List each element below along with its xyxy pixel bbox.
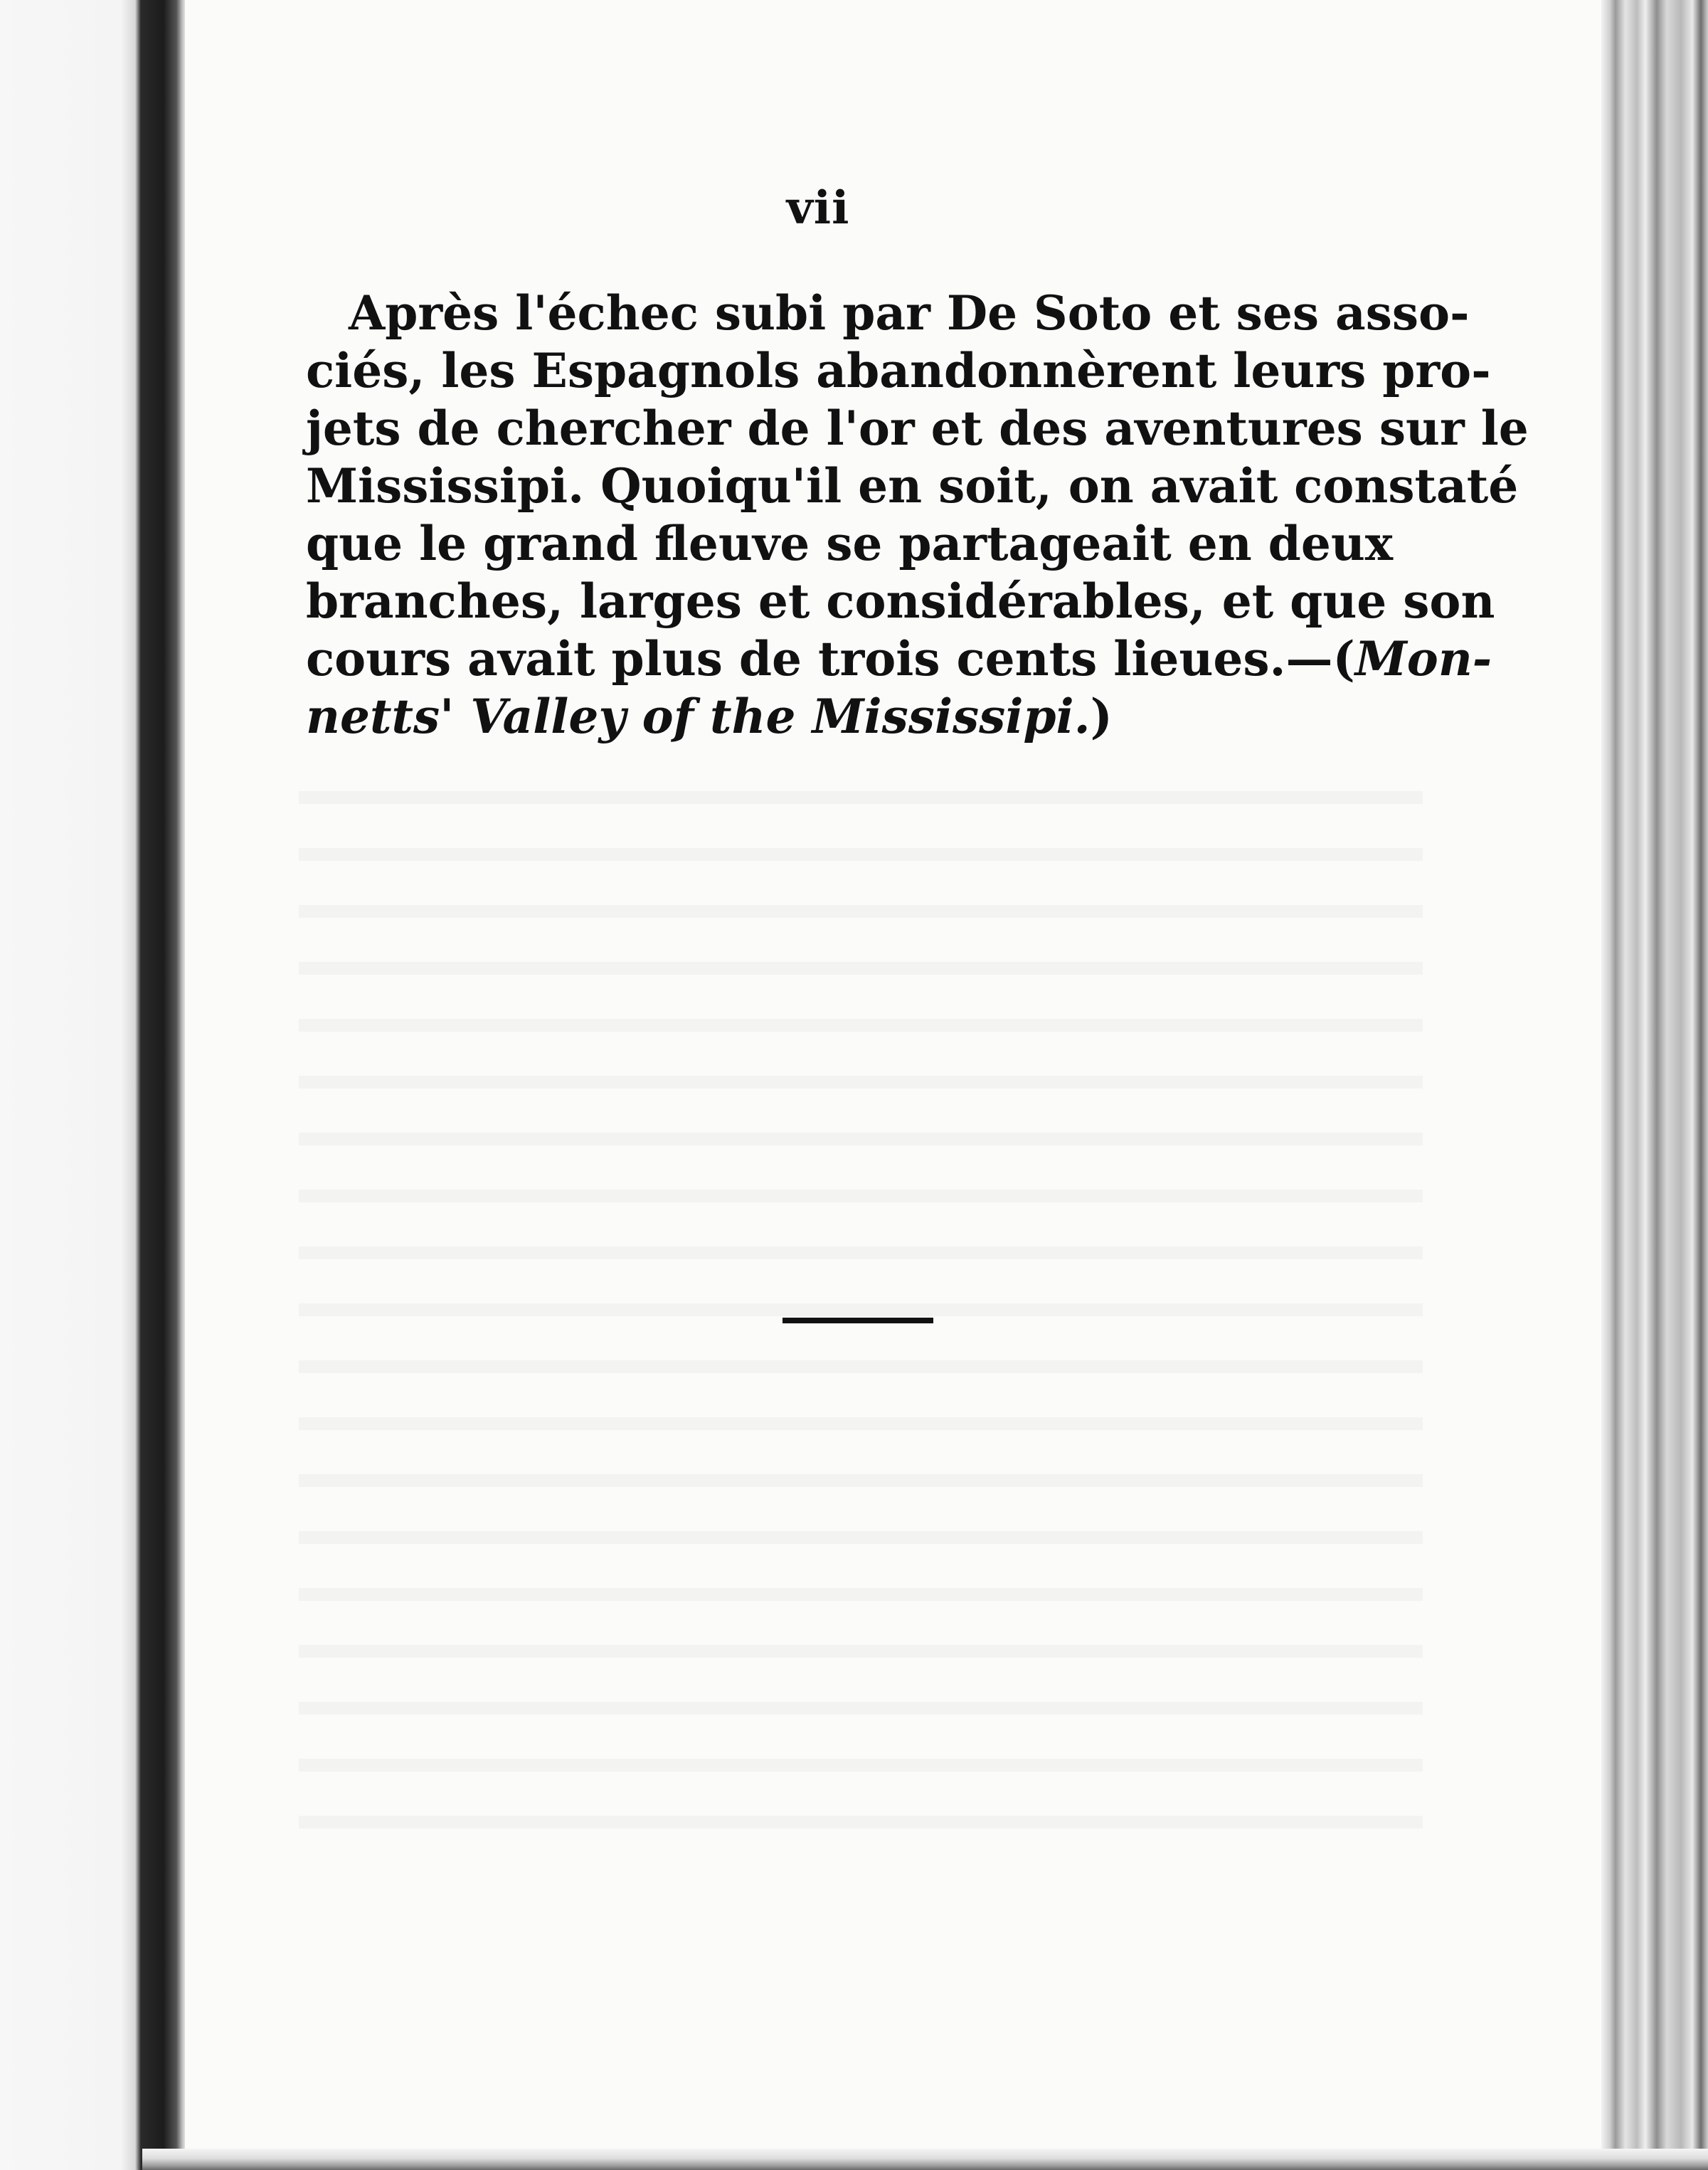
line-text: Après l'échec subi par De Soto et ses asso- <box>349 285 1470 341</box>
page-number: vii <box>786 181 850 235</box>
text-line <box>306 457 1519 515</box>
citation-italic: netts' Valley of the Mississipi. <box>306 689 1091 744</box>
text-line <box>306 285 1470 342</box>
paragraph <box>306 285 1529 746</box>
page-edges <box>1601 0 1708 2170</box>
text-line <box>306 342 1491 400</box>
text-line <box>306 515 1394 573</box>
closing-paren: ) <box>1090 689 1113 744</box>
section-rule <box>783 1318 933 1323</box>
text-line <box>306 630 1492 688</box>
bottom-edge <box>142 2149 1708 2170</box>
line-text: Mississipi. Quoiqu'il en soit, on avait constaté <box>306 458 1519 514</box>
binding-gutter <box>0 0 185 2170</box>
text-line <box>306 688 1344 746</box>
line-text: ciés, les Espagnols abandonnèrent leurs pro- <box>306 343 1491 398</box>
line-text: cours avait plus de trois cents lieues.—( <box>306 631 1355 687</box>
citation-italic: Mon- <box>1354 631 1492 687</box>
show-through <box>299 747 1423 1857</box>
line-text: branches, larges et considérables, et que son <box>306 573 1495 629</box>
line-text: que le grand fleuve se partageait en deux <box>306 516 1394 571</box>
line-text: jets de chercher de l'or et des aventures sur le <box>306 401 1529 456</box>
text-line <box>306 400 1529 457</box>
text-line <box>306 573 1495 630</box>
